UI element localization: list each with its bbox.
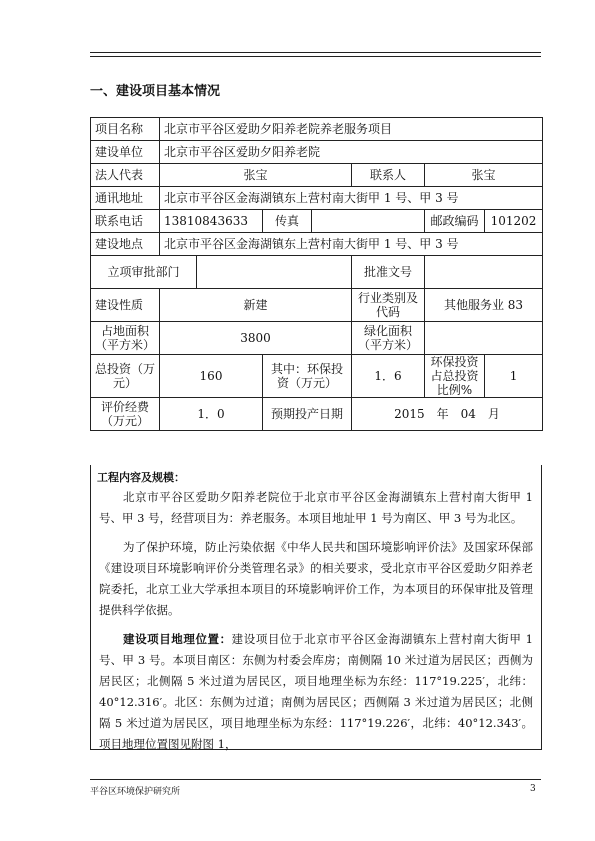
nature-value: 新建 xyxy=(160,289,352,322)
legal-rep-value: 张宝 xyxy=(160,164,352,187)
project-name-value: 北京市平谷区爱助夕阳养老院养老服务项目 xyxy=(160,118,543,141)
location-text: 建设项目位于北京市平谷区金海湖镇东上营村南大街甲 1 号、甲 3 号。本项目南区：东侧为村委会库房；南侧隔 10 米过道为居民区；西侧为居民区；北侧隔 5 米过道为居民区，项目地理坐标为东经：117°19.225′，北纬：40°12.316′。北区：东侧为过道；南侧为居民区；西侧隔 3 米过道为居民区；北侧隔 5 米过道为居民区，项目地理坐标为东经：117°19.226′，北纬：40°12.343′。项目地理位置图见附图 1， xyxy=(99,632,533,751)
row-legal-rep xyxy=(91,164,543,187)
site-value: 北京市平谷区金海湖镇东上营村南大街甲 1 号、甲 3 号 xyxy=(160,233,543,256)
row-site xyxy=(91,233,543,256)
location-heading: 建设项目地理位置： xyxy=(123,632,232,646)
row-phone xyxy=(91,210,543,233)
legal-rep-label: 法人代表 xyxy=(91,164,160,187)
row-unit xyxy=(91,141,543,164)
content-paragraph-3 xyxy=(99,629,533,755)
fax-label: 传真 xyxy=(263,210,312,233)
footer-organization: 平谷区环境保护研究所 xyxy=(90,787,181,797)
green-label: 绿化面积（平方米） xyxy=(352,322,425,355)
row-address xyxy=(91,187,543,210)
section-title: 一、建设项目基本情况 xyxy=(90,84,221,99)
row-area xyxy=(91,322,543,355)
investment-value: 160 xyxy=(160,355,263,398)
project-name-label: 项目名称 xyxy=(91,118,160,141)
project-info-table xyxy=(90,117,543,431)
row-nature xyxy=(91,289,543,322)
env-investment-label: 其中：环保投资（万元） xyxy=(263,355,352,398)
industry-label: 行业类别及代码 xyxy=(352,289,425,322)
address-label: 通讯地址 xyxy=(91,187,160,210)
approval-value xyxy=(197,256,352,289)
area-label: 占地面积（平方米） xyxy=(91,322,160,355)
header-rule-bottom xyxy=(90,56,541,57)
contact-label: 联系人 xyxy=(352,164,425,187)
header-rule-top xyxy=(90,52,541,53)
doc-number-value xyxy=(425,256,543,289)
project-content-cell xyxy=(90,465,542,750)
phone-value: 13810843633 xyxy=(160,210,263,233)
env-investment-value: 1．6 xyxy=(352,355,425,398)
postal-value: 101202 xyxy=(485,210,543,233)
env-ratio-value: 1 xyxy=(485,355,543,398)
date-label: 预期投产日期 xyxy=(263,398,352,431)
unit-value: 北京市平谷区爱助夕阳养老院 xyxy=(160,141,543,164)
postal-label: 邮政编码 xyxy=(425,210,485,233)
site-label: 建设地点 xyxy=(91,233,160,256)
area-value: 3800 xyxy=(160,322,352,355)
phone-label: 联系电话 xyxy=(91,210,160,233)
contact-value: 张宝 xyxy=(425,164,543,187)
row-fee xyxy=(91,398,543,431)
fax-value xyxy=(312,210,425,233)
unit-label: 建设单位 xyxy=(91,141,160,164)
row-approval xyxy=(91,256,543,289)
industry-value: 其他服务业 83 xyxy=(425,289,543,322)
nature-label: 建设性质 xyxy=(91,289,160,322)
address-value: 北京市平谷区金海湖镇东上营村南大街甲 1 号、甲 3 号 xyxy=(160,187,543,210)
approval-label: 立项审批部门 xyxy=(91,256,197,289)
content-paragraph-1: 北京市平谷区爱助夕阳养老院位于北京市平谷区金海湖镇东上营村南大街甲 1 号、甲 3 号，经营项目为：养老服务。本项目地址甲 1 号为南区、甲 3 号为北区。 xyxy=(99,490,533,525)
env-ratio-label: 环保投资占总投资比例% xyxy=(425,355,485,398)
date-value: 2015 年 04 月 xyxy=(352,398,543,431)
content-heading: 工程内容及规模： xyxy=(97,471,185,484)
fee-label: 评价经费（万元） xyxy=(91,398,160,431)
content-paragraph-2: 为了保护环境，防止污染依据《中华人民共和国环境影响评价法》及国家环保部《建设项目环境影响评价分类管理名录》的相关要求，受北京市平谷区爱助夕阳养老院委托，北京工业大学承担本项目的环境影响评价工作，为本项目的环保审批及管理提供科学依据。 xyxy=(99,540,533,617)
investment-label: 总投资（万元） xyxy=(91,355,160,398)
row-investment xyxy=(91,355,543,398)
green-value xyxy=(425,322,543,355)
page-number: 3 xyxy=(530,784,536,794)
footer-rule xyxy=(90,779,541,780)
fee-value: 1．0 xyxy=(160,398,263,431)
row-project-name xyxy=(91,118,543,141)
doc-number-label: 批准文号 xyxy=(352,256,425,289)
